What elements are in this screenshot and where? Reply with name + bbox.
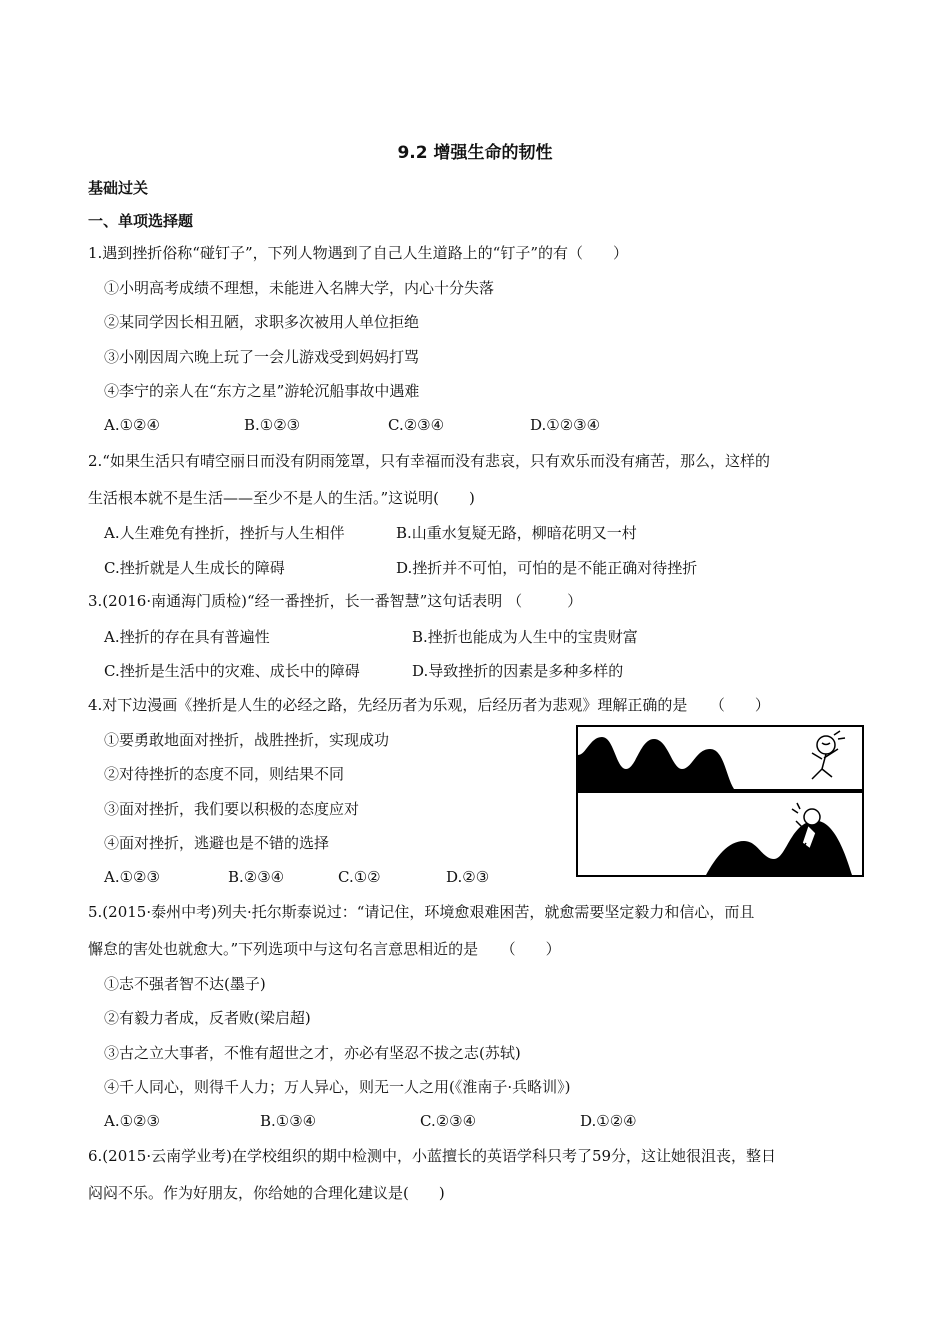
q5-stem-line2: 懈怠的害处也就愈大。”下列选项中与这句名言意思相近的是 （ ） [88,940,561,958]
page-title: 9.2 增强生命的韧性 [397,143,553,163]
q6-stem-line2: 闷闷不乐。作为好朋友，你给她的合理化建议是( ) [88,1184,445,1202]
q5-option-b: B.①③④ [260,1112,317,1130]
q5-item-4: ④千人同心，则得千人力；万人异心，则无一人之用(《淮南子·兵略训》) [104,1078,571,1096]
q1-item-2: ②某同学因长相丑陋，求职多次被用人单位拒绝 [104,313,420,331]
q3-option-b: B.挫折也能成为人生中的宝贵财富 [412,628,638,646]
q2-option-d: D.挫折并不可怕，可怕的是不能正确对待挫折 [396,559,698,577]
q1-item-4: ④李宁的亲人在“东方之星”游轮沉船事故中遇难 [104,382,420,400]
q4-option-a: A.①②③ [104,868,160,886]
q4-option-d: D.②③ [446,868,490,886]
q2-stem-line1: 2.“如果生活只有晴空丽日而没有阴雨笼罩，只有幸福而没有悲哀，只有欢乐而没有痛苦，那么，这样的 [88,452,770,470]
q5-option-c: C.②③④ [420,1112,477,1130]
q5-option-d: D.①②④ [580,1112,637,1130]
q4-item-2: ②对待挫折的态度不同，则结果不同 [104,765,345,783]
q1-stem: 1.遇到挫折俗称“碰钉子”，下列人物遇到了自己人生道路上的“钉子”的有（ ） [88,244,628,262]
q1-option-b: B.①②③ [244,416,301,434]
q4-item-1: ①要勇敢地面对挫折，战胜挫折，实现成功 [104,731,390,749]
q1-option-c: C.②③④ [388,416,445,434]
q3-option-c: C.挫折是生活中的灾难、成长中的障碍 [104,662,360,680]
q5-option-a: A.①②③ [104,1112,160,1130]
q4-option-b: B.②③④ [228,868,285,886]
q3-stem: 3.(2016·南通海门质检)“经一番挫折，长一番智慧”这句话表明 （ ） [88,592,583,610]
q2-stem-line2: 生活根本就不是生活——至少不是人的生活。”这说明( ) [88,489,475,507]
q1-item-3: ③小刚因周六晚上玩了一会儿游戏受到妈妈打骂 [104,348,420,366]
cartoon-illustration [576,725,864,877]
q5-item-1: ①志不强者智不达(墨子) [104,975,266,993]
q3-option-a: A.挫折的存在具有普遍性 [104,628,270,646]
q1-item-1: ①小明高考成绩不理想，未能进入名牌大学，内心十分失落 [104,279,495,297]
q1-option-a: A.①②④ [104,416,160,434]
subsection-heading: 一、单项选择题 [88,212,194,230]
q4-item-4: ④面对挫折，逃避也是不错的选择 [104,834,330,852]
q5-item-2: ②有毅力者成，反者败(梁启超) [104,1009,311,1027]
section-heading: 基础过关 [88,179,149,197]
q2-option-a: A.人生难免有挫折，挫折与人生相伴 [104,524,345,542]
q1-option-d: D.①②③④ [530,416,601,434]
q5-stem-line1: 5.(2015·泰州中考)列夫·托尔斯泰说过：“请记住，环境愈艰难困苦，就愈需要坚定毅力和信心，而且 [88,903,755,921]
q2-option-b: B.山重水复疑无路，柳暗花明又一村 [396,524,637,542]
q3-option-d: D.导致挫折的因素是多种多样的 [412,662,624,680]
q4-option-c: C.①② [338,868,381,886]
q6-stem-line1: 6.(2015·云南学业考)在学校组织的期中检测中，小蓝擅长的英语学科只考了59分，这让她很沮丧，整日 [88,1147,777,1165]
q2-option-c: C.挫折就是人生成长的障碍 [104,559,285,577]
q4-stem: 4.对下边漫画《挫折是人生的必经之路，先经历者为乐观，后经历者为悲观》理解正确的是 （ ） [88,696,770,714]
q4-item-3: ③面对挫折，我们要以积极的态度应对 [104,800,360,818]
q5-item-3: ③古之立大事者，不惟有超世之才，亦必有坚忍不拔之志(苏轼) [104,1044,521,1062]
